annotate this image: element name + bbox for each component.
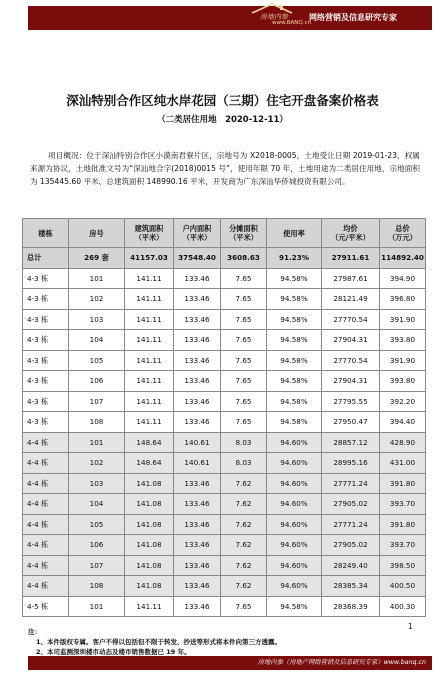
cell-shared-area: 7.65 xyxy=(221,391,267,412)
cell-building: 4-3 栋 xyxy=(23,268,69,289)
brand-name: 房地内参 xyxy=(260,13,288,21)
table-row xyxy=(23,576,426,597)
cell-total-price: 400.50 xyxy=(380,576,426,597)
cell-usage-rate: 94.58% xyxy=(267,412,322,433)
cell-gross-area: 141.11 xyxy=(125,391,174,412)
page-subtitle: （二类居住用地 2020-12-11） xyxy=(157,115,288,125)
header-inner-area: 户内面积 （平米） xyxy=(174,219,221,248)
cell-building: 4-4 栋 xyxy=(23,432,69,453)
cell-building: 4-4 栋 xyxy=(23,576,69,597)
cell-building: 4-3 栋 xyxy=(23,412,69,433)
cell-avg-price: 27795.55 xyxy=(322,391,380,412)
cell-avg-price: 27771.24 xyxy=(322,514,380,535)
cell-avg-price: 27905.02 xyxy=(322,494,380,515)
cell-usage-rate: 94.58% xyxy=(267,289,322,310)
cell-total-price: 396.80 xyxy=(380,289,426,310)
cell-avg-price: 27905.02 xyxy=(322,535,380,556)
cell-inner-area: 133.46 xyxy=(174,555,221,576)
cell-room: 103 xyxy=(69,473,125,494)
cell-total-price: 394.90 xyxy=(380,268,426,289)
cell-room: 102 xyxy=(69,289,125,310)
cell-shared-area: 7.62 xyxy=(221,576,267,597)
cell-shared-area: 8.03 xyxy=(221,432,267,453)
cell-shared-area: 7.65 xyxy=(221,309,267,330)
table-row xyxy=(23,494,426,515)
cell-avg-price: 27771.24 xyxy=(322,473,380,494)
cell-avg-price: 28368.39 xyxy=(322,596,380,617)
cell-building: 4-4 栋 xyxy=(23,555,69,576)
cell-total-price: 400.30 xyxy=(380,596,426,617)
cell-shared-area: 7.65 xyxy=(221,330,267,351)
cell-building: 4-3 栋 xyxy=(23,309,69,330)
cell-avg-price: 27904.31 xyxy=(322,371,380,392)
cell-shared-area: 7.65 xyxy=(221,289,267,310)
cell-inner-area: 133.46 xyxy=(174,412,221,433)
cell-building: 4-4 栋 xyxy=(23,494,69,515)
table-row xyxy=(23,555,426,576)
header-avg-price: 均价 （元/平米） xyxy=(322,219,380,248)
cell-total-price: 391.90 xyxy=(380,309,426,330)
cell-gross-area: 141.11 xyxy=(125,412,174,433)
table-total-row xyxy=(23,248,426,269)
cell-room: 105 xyxy=(69,514,125,535)
org-slogan: 网络营销及信息研究专家 xyxy=(309,13,397,22)
cell-building: 4-3 栋 xyxy=(23,289,69,310)
cell-avg-price: 27904.31 xyxy=(322,330,380,351)
total-gross-area: 41157.03 xyxy=(125,248,174,269)
cell-shared-area: 7.62 xyxy=(221,555,267,576)
cell-inner-area: 133.46 xyxy=(174,494,221,515)
cell-total-price: 393.70 xyxy=(380,535,426,556)
cell-total-price: 393.80 xyxy=(380,371,426,392)
table-row xyxy=(23,391,426,412)
table-row xyxy=(23,268,426,289)
cell-room: 107 xyxy=(69,555,125,576)
cell-room: 102 xyxy=(69,453,125,474)
header-total-price: 总价 （万元） xyxy=(380,219,426,248)
cell-room: 106 xyxy=(69,535,125,556)
cell-inner-area: 133.46 xyxy=(174,330,221,351)
cell-building: 4-4 栋 xyxy=(23,453,69,474)
cell-usage-rate: 94.58% xyxy=(267,268,322,289)
cell-total-price: 398.50 xyxy=(380,555,426,576)
cell-usage-rate: 94.60% xyxy=(267,576,322,597)
cell-usage-rate: 94.60% xyxy=(267,453,322,474)
header-room: 房号 xyxy=(69,219,125,248)
header-shared-area: 分摊面积 （平米） xyxy=(221,219,267,248)
cell-avg-price: 27770.54 xyxy=(322,309,380,330)
cell-gross-area: 141.11 xyxy=(125,350,174,371)
cell-building: 4-4 栋 xyxy=(23,535,69,556)
cell-usage-rate: 94.60% xyxy=(267,494,322,515)
cell-gross-area: 141.11 xyxy=(125,596,174,617)
total-label: 总计 xyxy=(23,248,69,269)
brand-url: www.BANQ.cn xyxy=(272,20,311,26)
cell-room: 107 xyxy=(69,391,125,412)
table-header-row xyxy=(23,219,426,248)
cell-gross-area: 141.08 xyxy=(125,473,174,494)
cell-inner-area: 133.46 xyxy=(174,371,221,392)
cell-avg-price: 27770.54 xyxy=(322,350,380,371)
total-usage-rate: 91.23% xyxy=(267,248,322,269)
cell-usage-rate: 94.60% xyxy=(267,535,322,556)
table-row xyxy=(23,350,426,371)
cell-avg-price: 28121.49 xyxy=(322,289,380,310)
cell-gross-area: 141.11 xyxy=(125,268,174,289)
page-number: 1 xyxy=(408,622,413,631)
cell-total-price: 394.40 xyxy=(380,412,426,433)
cell-building: 4-4 栋 xyxy=(23,473,69,494)
cell-shared-area: 7.65 xyxy=(221,596,267,617)
cell-gross-area: 141.11 xyxy=(125,309,174,330)
cell-usage-rate: 94.60% xyxy=(267,432,322,453)
cell-shared-area: 7.62 xyxy=(221,473,267,494)
cell-inner-area: 133.46 xyxy=(174,268,221,289)
footnote-monitoring: 2、本司监测深圳楼市动态及楼市销售数据已 19 年。 xyxy=(36,648,191,656)
table-row xyxy=(23,596,426,617)
cell-gross-area: 141.08 xyxy=(125,535,174,556)
cell-usage-rate: 94.58% xyxy=(267,309,322,330)
page-title: 深汕特别合作区纯水岸花园（三期）住宅开盘备案价格表 xyxy=(66,93,379,108)
cell-inner-area: 140.61 xyxy=(174,453,221,474)
total-inner-area: 37548.40 xyxy=(174,248,221,269)
cell-building: 4-3 栋 xyxy=(23,350,69,371)
cell-inner-area: 133.46 xyxy=(174,576,221,597)
cell-inner-area: 133.46 xyxy=(174,596,221,617)
cell-gross-area: 141.08 xyxy=(125,576,174,597)
table-row xyxy=(23,535,426,556)
cell-gross-area: 141.08 xyxy=(125,555,174,576)
brand-logo xyxy=(250,2,310,30)
cell-shared-area: 7.65 xyxy=(221,268,267,289)
cell-building: 4-3 栋 xyxy=(23,330,69,351)
cell-room: 101 xyxy=(69,432,125,453)
table-row xyxy=(23,289,426,310)
cell-room: 101 xyxy=(69,596,125,617)
cell-shared-area: 7.65 xyxy=(221,371,267,392)
total-price: 114892.40 xyxy=(380,248,426,269)
cell-inner-area: 133.46 xyxy=(174,473,221,494)
footnote xyxy=(28,627,432,657)
cell-usage-rate: 94.58% xyxy=(267,596,322,617)
table-row xyxy=(23,309,426,330)
cell-inner-area: 133.46 xyxy=(174,309,221,330)
cell-building: 4-5 栋 xyxy=(23,596,69,617)
total-units: 269 套 xyxy=(69,248,125,269)
cell-total-price: 393.80 xyxy=(380,330,426,351)
cell-total-price: 391.90 xyxy=(380,350,426,371)
cell-inner-area: 133.46 xyxy=(174,350,221,371)
cell-gross-area: 141.08 xyxy=(125,514,174,535)
cell-room: 108 xyxy=(69,576,125,597)
cell-usage-rate: 94.60% xyxy=(267,473,322,494)
cell-total-price: 391.80 xyxy=(380,514,426,535)
table-row xyxy=(23,330,426,351)
cell-shared-area: 8.03 xyxy=(221,453,267,474)
cell-shared-area: 7.65 xyxy=(221,412,267,433)
cell-inner-area: 133.46 xyxy=(174,514,221,535)
cell-shared-area: 7.65 xyxy=(221,350,267,371)
cell-room: 108 xyxy=(69,412,125,433)
cell-avg-price: 28995.16 xyxy=(322,453,380,474)
cell-room: 103 xyxy=(69,309,125,330)
project-overview: 项目概况：位于深汕特别合作区小漠南君寮片区，宗地号为 X2018-0005，土地受让日期 2019-01-23，权属来源为协议，土地批准文号为“深汕地合字(2018)0015 号”，使用年限 70 年，土地用途为二类居住用地，宗地面积为 135445.60 平米、总建筑面积 148990.16 平米，开发商为广东深汕华侨城投资有限公司。 xyxy=(30,151,420,187)
cell-inner-area: 133.46 xyxy=(174,535,221,556)
cell-gross-area: 141.11 xyxy=(125,289,174,310)
bottom-banner: 房地内参（房地产网络营销及信息研究专家）www.banq.cn xyxy=(28,656,432,670)
cell-total-price: 393.70 xyxy=(380,494,426,515)
cell-room: 101 xyxy=(69,268,125,289)
header-usage-rate: 使用率 xyxy=(267,219,322,248)
cell-avg-price: 28857.12 xyxy=(322,432,380,453)
cell-usage-rate: 94.58% xyxy=(267,371,322,392)
table-row xyxy=(23,371,426,392)
cell-total-price: 431.00 xyxy=(380,453,426,474)
cell-avg-price: 27987.61 xyxy=(322,268,380,289)
footnote-copyright: 1、本件版权专属。客户不得以包括但不限于转发、抄送等形式将本件向第三方透露。 xyxy=(36,638,282,646)
cell-avg-price: 28249.40 xyxy=(322,555,380,576)
cell-room: 104 xyxy=(69,330,125,351)
cell-shared-area: 7.62 xyxy=(221,494,267,515)
total-shared-area: 3608.63 xyxy=(221,248,267,269)
cell-inner-area: 133.46 xyxy=(174,391,221,412)
cell-room: 105 xyxy=(69,350,125,371)
cell-total-price: 391.80 xyxy=(380,473,426,494)
cell-inner-area: 140.61 xyxy=(174,432,221,453)
table-row xyxy=(23,453,426,474)
cell-inner-area: 133.46 xyxy=(174,289,221,310)
header-building: 楼栋 xyxy=(23,219,69,248)
cell-building: 4-4 栋 xyxy=(23,514,69,535)
total-avg-price: 27911.61 xyxy=(322,248,380,269)
cell-building: 4-3 栋 xyxy=(23,371,69,392)
cell-total-price: 392.20 xyxy=(380,391,426,412)
table-row xyxy=(23,412,426,433)
table-row xyxy=(23,473,426,494)
cell-gross-area: 148.64 xyxy=(125,432,174,453)
cell-usage-rate: 94.58% xyxy=(267,330,322,351)
cell-gross-area: 141.11 xyxy=(125,330,174,351)
cell-usage-rate: 94.58% xyxy=(267,391,322,412)
cell-avg-price: 27950.47 xyxy=(322,412,380,433)
cell-building: 4-3 栋 xyxy=(23,391,69,412)
cell-gross-area: 148.64 xyxy=(125,453,174,474)
cell-room: 104 xyxy=(69,494,125,515)
cell-usage-rate: 94.58% xyxy=(267,350,322,371)
footnote-label: 注： xyxy=(28,628,41,636)
cell-room: 106 xyxy=(69,371,125,392)
cell-shared-area: 7.62 xyxy=(221,535,267,556)
cell-avg-price: 28385.34 xyxy=(322,576,380,597)
price-table xyxy=(22,218,426,617)
cell-shared-area: 7.62 xyxy=(221,514,267,535)
table-row xyxy=(23,432,426,453)
cell-usage-rate: 94.60% xyxy=(267,514,322,535)
cell-usage-rate: 94.60% xyxy=(267,555,322,576)
header-gross-area: 建筑面积 （平米） xyxy=(125,219,174,248)
cell-gross-area: 141.08 xyxy=(125,494,174,515)
cell-gross-area: 141.11 xyxy=(125,371,174,392)
cell-total-price: 428.90 xyxy=(380,432,426,453)
table-row xyxy=(23,514,426,535)
